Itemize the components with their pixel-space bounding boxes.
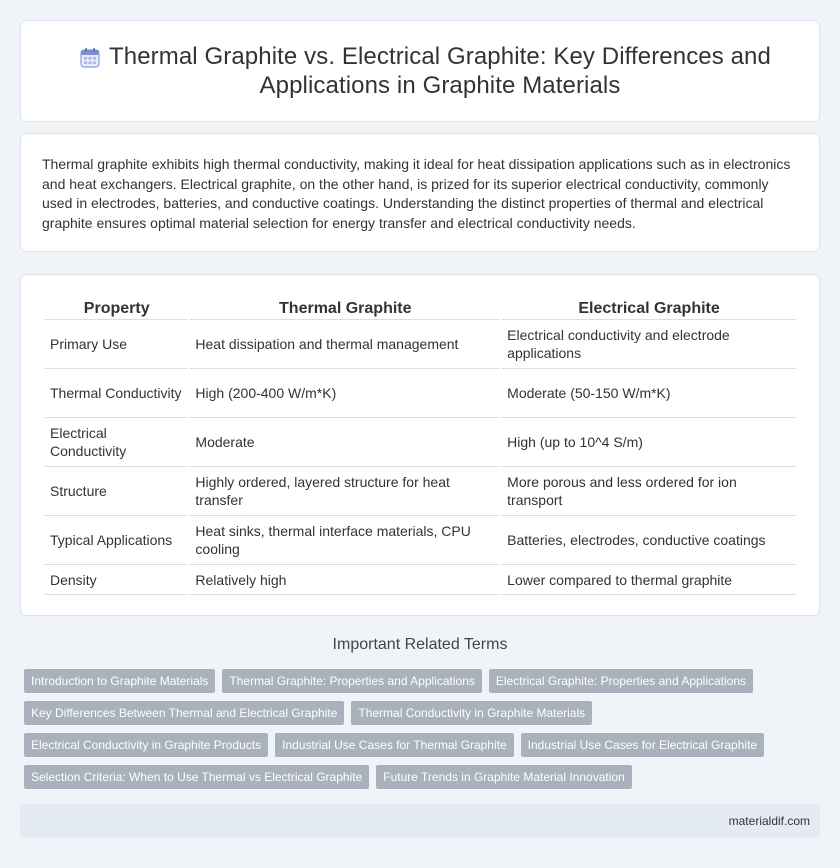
comparison-table-card [20,274,820,616]
table-cell: Moderate (50-150 W/m*K) [502,369,796,418]
related-term-link[interactable]: Selection Criteria: When to Use Thermal vs Electrical Graphite [24,765,369,789]
related-term-link[interactable]: Introduction to Graphite Materials [24,669,215,693]
table-cell: Thermal Conductivity [45,369,188,418]
table-cell: High (200-400 W/m*K) [190,369,500,418]
related-term-link[interactable]: Electrical Graphite: Properties and Applications [489,669,753,693]
footer-site-name: materialdif.com [728,814,810,828]
related-term-link[interactable]: Industrial Use Cases for Thermal Graphite [275,733,514,757]
related-term-link[interactable]: Industrial Use Cases for Electrical Graphite [521,733,764,757]
table-cell: High (up to 10^4 S/m) [502,418,796,467]
table-header-cell: Thermal Graphite [190,295,500,320]
table-cell: Structure [45,467,188,516]
table-cell: Heat dissipation and thermal management [190,320,500,369]
table-cell: Primary Use [45,320,188,369]
table-header-cell: Property [45,295,188,320]
table-cell: Batteries, electrodes, conductive coatings [502,516,796,565]
table-header-cell: Electrical Graphite [502,295,796,320]
related-term-link[interactable]: Key Differences Between Thermal and Electrical Graphite [24,701,344,725]
table-cell: Moderate [190,418,500,467]
table-row [45,418,796,467]
page-title: Thermal Graphite vs. Electrical Graphite: Key Differences and Applications in Graphite Materials [109,43,771,99]
table-cell: Electrical Conductivity [45,418,188,467]
related-terms-heading: Important Related Terms [332,636,508,653]
table-row [45,516,796,565]
table-row [45,565,796,595]
related-term-link[interactable]: Thermal Conductivity in Graphite Materials [351,701,592,725]
table-row [45,369,796,418]
intro-card [20,133,820,252]
table-cell: Heat sinks, thermal interface materials, CPU cooling [190,516,500,565]
title-card [20,20,820,122]
table-cell: More porous and less ordered for ion transport [502,467,796,516]
footer [20,804,820,838]
table-cell: Electrical conductivity and electrode applications [502,320,796,369]
table-cell: Lower compared to thermal graphite [502,565,796,595]
table-cell: Relatively high [190,565,500,595]
related-terms-list [24,669,824,797]
comparison-table [43,295,798,595]
table-cell: Typical Applications [45,516,188,565]
table-cell: Highly ordered, layered structure for heat transfer [190,467,500,516]
table-cell: Density [45,565,188,595]
intro-paragraph: Thermal graphite exhibits high thermal conductivity, making it ideal for heat dissipation applications such as in electronics and heat exchangers. Electrical graphite, on the other hand, is prized for its superior electrical conductivity, commonly used in electrodes, batteries, and conductive coatings. Understanding the distinct properties of thermal and electrical graphite ensures optimal material selection for energy transfer and electrical conductivity needs. [42,156,791,231]
related-term-link[interactable]: Thermal Graphite: Properties and Applications [222,669,481,693]
related-term-link[interactable]: Electrical Conductivity in Graphite Products [24,733,268,757]
table-row [45,467,796,516]
related-term-link[interactable]: Future Trends in Graphite Material Innovation [376,765,631,789]
table-row [45,320,796,369]
table-header-row [45,295,796,320]
